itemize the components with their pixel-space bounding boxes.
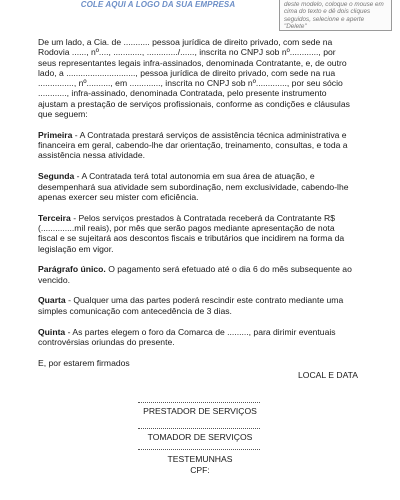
cpf-label: CPF: [190,465,210,475]
clause-third [38,213,356,254]
instruction-note: deste modelo, coloque o mouse em cima do texto e dê dois cliques seguidos, selecione e aperte "Delete" [279,0,392,31]
clause-sole-paragraph [38,264,356,285]
clause-label: Parágrafo único. [38,264,106,275]
clause-first [38,130,356,161]
contract-body [38,37,359,380]
client-signature-label: TOMADOR DE SERVIÇOS [147,432,253,442]
witnesses-label: TESTEMUNHAS [167,454,233,464]
local-date: LOCAL E DATA [298,370,359,380]
intro-paragraph: De um lado, a Cia. de ........... pessoa jurídica de direito privado, com sede na Rodovia ......, nº...., ............, ............./......, inscrita no CNPJ sob nº............, por seus representantes legais infra-assinados, denominada Contratante, e, de outro lado, a ............................., pessoa jurídica de direito privado, com sede na rua ..............., nº.........., em ............., inscrita no CNPJ sob nº............., por seu sócio ............, infra-assinado, denominada Contratada, pelo presente instrumento ajustam a prestação de serviços profissionais, conforme as condições e cláusulas que seguem: [38,37,350,120]
clause-label: Quinta [38,326,66,337]
closing-paragraph: E, por estarem firmados [38,357,130,368]
clause-text: - A Contratada terá total autonomia em sua área de atuação, e desempenhará sua atividade sem subordinação, nem exclusividade, cabendo-lhe apenas exercer seu mister com eficiência. [38,171,349,202]
clause-text: - As partes elegem o foro da Comarca de ........., para dirimir eventuais controvérsias oriundas do presente. [38,326,336,347]
provider-signature-label: PRESTADOR DE SERVIÇOS [143,406,257,416]
clause-fourth [38,295,356,316]
client-signature-line [138,428,260,429]
logo-placeholder: COLE AQUI A LOGO DA SUA EMPRESA [80,0,236,9]
clause-text: O pagamento será efetuado até o dia 6 do mês subsequente ao vencido. [38,264,352,285]
clause-text: - A Contratada prestará serviços de assistência técnica administrativa e financeira em geral, cabendo-lhe dar orientação, treinamento, consultas, e toda a assistência nessa atividade. [38,129,348,161]
clause-text: - Qualquer uma das partes poderá rescindir este contrato mediante uma simples comunicação com antecedência de 3 dias. [38,295,344,316]
witness-signature-line [138,449,260,450]
clause-label: Terceira [38,212,71,223]
clause-fifth [38,327,356,348]
clause-second [38,171,356,202]
clause-label: Primeira [38,129,73,140]
clause-label: Segunda [38,171,75,182]
provider-signature-line [138,402,260,403]
clause-label: Quarta [38,295,66,306]
clause-text: - Pelos serviços prestados à Contratada receberá da Contratante R$ (..............mil reais), por mês que serão pagos mediante apresentação de nota fiscal e se sujeitará aos descontos fiscais e tributários que incidirem na forma da legislação em vigor. [38,212,345,254]
